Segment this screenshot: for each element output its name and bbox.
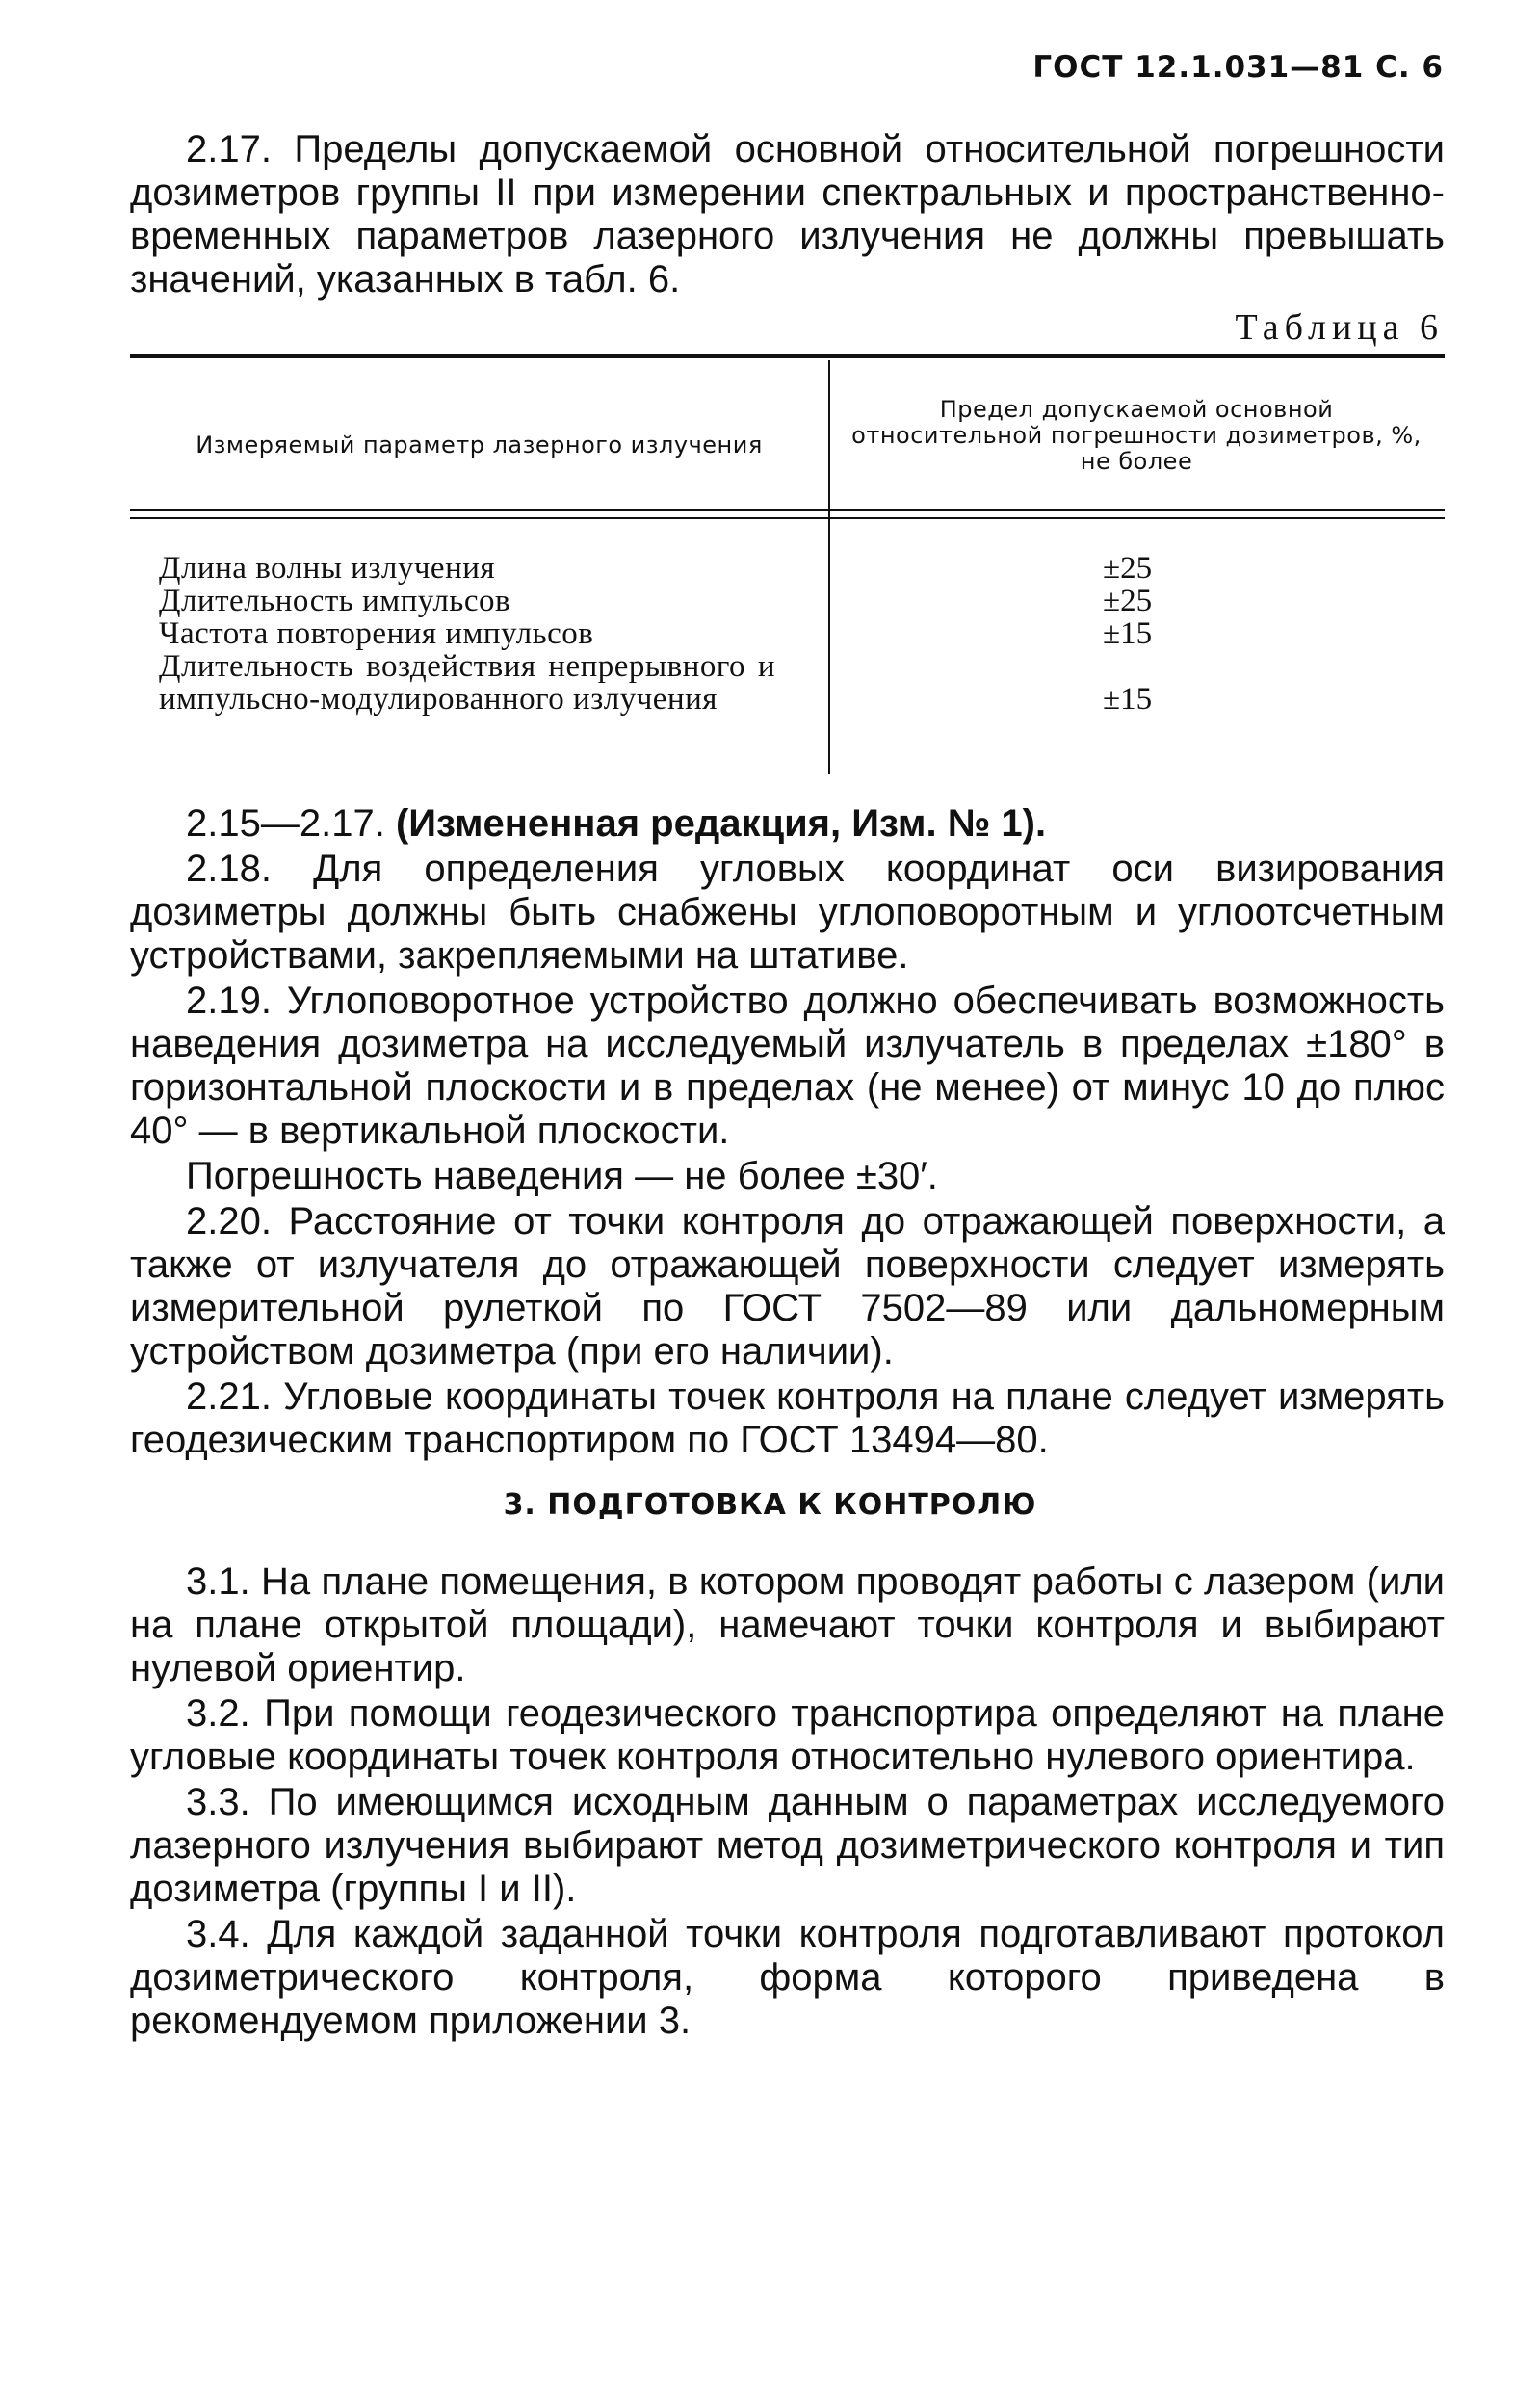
paragraph-3-2: 3.2. При помощи геодезического транспортира определяют на плане угловые координаты точек контроля относительно нулевого ориентира. bbox=[130, 1692, 1445, 1778]
table-cell-value: ±15 bbox=[1103, 682, 1153, 717]
table-body bbox=[130, 552, 1445, 716]
paragraph-2-21: 2.21. Угловые координаты точек контроля на плане следует измерять геодезическим транспортиром по ГОСТ 13494—80. bbox=[130, 1375, 1445, 1461]
running-header: ГОСТ 12.1.031—81 С. 6 bbox=[1032, 50, 1444, 85]
table-header-limit: Предел допускаемой основной относительной погрешности дозиметров, %, не более bbox=[851, 396, 1422, 475]
section-2-continuation bbox=[130, 802, 1445, 1462]
table-row bbox=[130, 585, 1445, 617]
paragraph-2-18: 2.18. Для определения угловых координат оси визирования дозиметры должны быть снабжены углоповоротным и углоотсчетным устройствами, закрепляемыми на штативе. bbox=[130, 848, 1445, 977]
table-cell-value: ±25 bbox=[1103, 584, 1153, 618]
paragraph-3-3: 3.3. По имеющимся исходным данным о параметрах исследуемого лазерного излучения выбирают метод дозиметрического контроля и тип дозиметра (группы I и II). bbox=[130, 1781, 1445, 1910]
table-row bbox=[130, 650, 1445, 716]
table-cell-value: ±15 bbox=[1103, 616, 1153, 651]
section-3-title: 3. ПОДГОТОВКА К КОНТРОЛЮ bbox=[503, 1488, 1037, 1522]
table-header-rule bbox=[130, 509, 1445, 519]
table-cell-parameter: Частота повторения импульсов bbox=[159, 616, 594, 651]
table-cell-parameter: Длительность импульсов bbox=[159, 584, 511, 618]
paragraph-3-1: 3.1. На плане помещения, в котором проводят работы с лазером (или на плане открытой площади), намечают точки контроля и выбирают нулевой ориентир. bbox=[130, 1560, 1445, 1689]
table-header-parameter: Измеряемый параметр лазерного излучения bbox=[196, 432, 763, 458]
table-6 bbox=[130, 354, 1445, 778]
paragraph-2-19: 2.19. Углоповоротное устройство должно обеспечивать возможность наведения дозиметра на исследуемый излучатель в пределах ±180° в горизонтальной плоскости и в пределах (не менее) от минус 10 до плюс 40° — в вертикальной плоскости. bbox=[130, 980, 1445, 1152]
paragraph-2-17: 2.17. Пределы допускаемой основной относительной погрешности дозиметров группы II при измерении спектральных и пространственно-временных параметров лазерного излучения не должны превышать значений, указанных в табл. 6. bbox=[130, 128, 1445, 301]
table-caption: Таблица 6 bbox=[1235, 307, 1444, 348]
table-cell-parameter: Длительность воздействия непрерывного и импульсно-модулированного излучения bbox=[159, 649, 775, 717]
table-row bbox=[130, 617, 1445, 650]
table-row bbox=[130, 552, 1445, 585]
amendment-note: (Измененная редакция, Изм. № 1). bbox=[395, 802, 1047, 845]
amendment-ref: 2.15—2.17. bbox=[186, 802, 396, 845]
table-cell-value: ±25 bbox=[1103, 551, 1153, 586]
section-3-block bbox=[130, 1560, 1445, 2043]
paragraph-3-4: 3.4. Для каждой заданной точки контроля подготавливают протокол дозиметрического контроля, форма которого приведена в рекомендуемом приложении 3. bbox=[130, 1913, 1445, 2042]
table-top-rule bbox=[130, 354, 1445, 358]
table-cell-parameter: Длина волны излучения bbox=[159, 551, 496, 586]
paragraph-2-20: 2.20. Расстояние от точки контроля до отражающей поверхности, а также от излучателя до отражающей поверхности следует измерять измерительной рулеткой по ГОСТ 7502—89 или дальномерным устройством дозиметра (при его наличии). bbox=[130, 1200, 1445, 1373]
paragraph-accuracy: Погрешность наведения — не более ±30′. bbox=[186, 1155, 938, 1197]
paragraph-amendment-note bbox=[130, 802, 1445, 846]
intro-block bbox=[130, 128, 1445, 301]
